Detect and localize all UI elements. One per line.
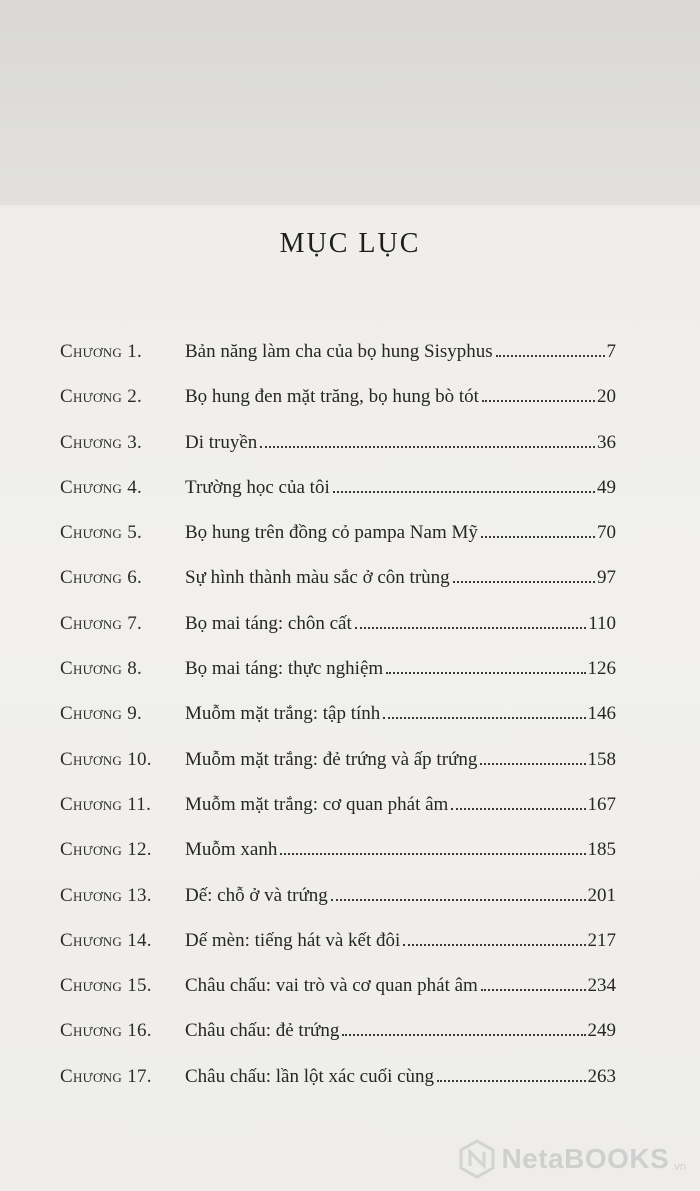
chapter-label [60, 432, 185, 454]
page-number: 249 [587, 1020, 616, 1042]
toc-entry [60, 839, 616, 884]
chapter-label [60, 613, 185, 635]
table-of-contents [60, 341, 616, 1111]
chapter-label [60, 749, 185, 771]
chapter-title: Dế mèn: tiếng hát và kết đôi [185, 929, 401, 951]
dot-leader [342, 1034, 585, 1036]
page-title: MỤC LỤC [279, 228, 421, 259]
chapter-number: 7. [127, 612, 143, 634]
dot-leader [383, 717, 585, 719]
chapter-number: 11. [127, 793, 152, 815]
chapter-prefix: Chương [60, 431, 123, 453]
chapter-title: Sự hình thành màu sắc ở côn trùng [185, 567, 450, 589]
chapter-number: 2. [127, 386, 143, 408]
chapter-label [60, 1020, 185, 1042]
toc-entry [60, 658, 616, 703]
dot-leader [480, 763, 585, 765]
dot-leader [280, 853, 585, 855]
chapter-prefix: Chương [60, 748, 123, 770]
chapter-prefix: Chương [60, 341, 123, 362]
dot-leader [453, 581, 595, 583]
chapter-label [60, 1066, 185, 1088]
toc-entry [60, 975, 616, 1020]
page-number: 217 [587, 929, 616, 951]
chapter-label [60, 658, 185, 680]
page-number: 167 [587, 793, 616, 815]
chapter-prefix: Chương [60, 929, 123, 951]
chapter-number: 4. [127, 476, 143, 498]
chapter-number: 8. [127, 658, 143, 680]
chapter-prefix: Chương [60, 612, 123, 634]
chapter-number: 14. [127, 929, 152, 951]
chapter-label [60, 930, 185, 952]
chapter-label [60, 839, 185, 861]
watermark-brand: NetaBOOKS [501, 1143, 670, 1174]
chapter-number: 5. [127, 522, 143, 544]
page-number: 201 [587, 884, 616, 906]
dot-leader [333, 491, 595, 493]
chapter-label [60, 477, 185, 499]
toc-entry [60, 794, 616, 839]
chapter-number: 13. [127, 884, 152, 906]
chapter-title: Muỗm xanh [185, 839, 278, 861]
chapter-title: Trường học của tôi [185, 476, 330, 498]
page-number: 263 [587, 1065, 616, 1087]
toc-entry [60, 567, 616, 612]
toc-entry [60, 613, 616, 658]
chapter-title: Bọ mai táng: thực nghiệm [185, 658, 384, 680]
page-number: 70 [597, 522, 616, 544]
chapter-title: Bọ hung đen mặt trăng, bọ hung bò tót [185, 386, 479, 408]
watermark [457, 1139, 686, 1179]
page-number: 158 [587, 748, 616, 770]
chapter-label [60, 975, 185, 997]
chapter-label [60, 522, 185, 544]
dot-leader [481, 536, 595, 538]
chapter-title: Châu chấu: đẻ trứng [185, 1020, 340, 1042]
dot-leader [437, 1080, 585, 1082]
chapter-prefix: Chương [60, 658, 123, 680]
chapter-title: Châu chấu: lần lột xác cuối cùng [185, 1065, 435, 1087]
chapter-title: Bọ hung trên đồng cỏ pampa Nam Mỹ [185, 522, 478, 544]
toc-entry [60, 930, 616, 975]
scan-shadow-band [0, 0, 700, 205]
page-number: 110 [588, 612, 616, 634]
toc-entry [60, 432, 616, 477]
chapter-prefix: Chương [60, 1065, 123, 1087]
dot-leader [386, 672, 585, 674]
chapter-number: 16. [127, 1020, 152, 1042]
chapter-prefix: Chương [60, 476, 123, 498]
toc-entry [60, 522, 616, 567]
chapter-title: Dế: chỗ ở và trứng [185, 884, 328, 906]
chapter-number: 6. [127, 567, 143, 589]
watermark-domain: .vn [671, 1161, 686, 1173]
dot-leader [451, 808, 585, 810]
chapter-prefix: Chương [60, 703, 123, 725]
chapter-label [60, 885, 185, 907]
chapter-prefix: Chương [60, 386, 123, 408]
chapter-number: 10. [127, 748, 152, 770]
chapter-title: Châu chấu: vai trò và cơ quan phát âm [185, 975, 478, 997]
dot-leader [496, 355, 605, 357]
dot-leader [331, 899, 586, 901]
page-number: 36 [597, 431, 616, 453]
dot-leader [403, 944, 585, 946]
page-number: 234 [587, 975, 616, 997]
chapter-prefix: Chương [60, 793, 123, 815]
page-number: 7 [606, 341, 616, 362]
chapter-prefix: Chương [60, 567, 123, 589]
dot-leader [260, 446, 595, 448]
toc-entry [60, 341, 616, 386]
chapter-number: 15. [127, 975, 152, 997]
chapter-label [60, 567, 185, 589]
chapter-label [60, 703, 185, 725]
toc-entry [60, 477, 616, 522]
chapter-title: Muỗm mặt trắng: đẻ trứng và ấp trứng [185, 748, 478, 770]
chapter-label [60, 341, 185, 363]
page-number: 20 [597, 386, 616, 408]
chapter-number: 9. [127, 703, 143, 725]
page-number: 97 [597, 567, 616, 589]
chapter-number: 17. [127, 1065, 152, 1087]
chapter-prefix: Chương [60, 884, 123, 906]
neta-hexagon-n-icon [457, 1139, 497, 1179]
chapter-label [60, 386, 185, 408]
toc-entry [60, 1066, 616, 1111]
toc-entry [60, 749, 616, 794]
page-number: 146 [587, 703, 616, 725]
chapter-title: Bọ mai táng: chôn cất [185, 612, 352, 634]
chapter-prefix: Chương [60, 522, 123, 544]
toc-entry [60, 386, 616, 431]
chapter-number: 12. [127, 839, 152, 861]
page-number: 49 [597, 476, 616, 498]
chapter-label [60, 794, 185, 816]
page-number: 185 [587, 839, 616, 861]
dot-leader [481, 989, 586, 991]
chapter-prefix: Chương [60, 975, 123, 997]
chapter-number: 3. [127, 431, 143, 453]
dot-leader [355, 627, 586, 629]
toc-entry [60, 1020, 616, 1065]
toc-entry [60, 703, 616, 748]
chapter-title: Di truyền [185, 431, 258, 453]
chapter-number: 1. [127, 341, 143, 362]
chapter-title: Bản năng làm cha của bọ hung Sisyphus [185, 341, 493, 362]
chapter-prefix: Chương [60, 1020, 123, 1042]
chapter-title: Muỗm mặt trắng: cơ quan phát âm [185, 793, 449, 815]
page-number: 126 [587, 658, 616, 680]
chapter-prefix: Chương [60, 839, 123, 861]
dot-leader [482, 400, 595, 402]
toc-entry [60, 885, 616, 930]
chapter-title: Muỗm mặt trắng: tập tính [185, 703, 381, 725]
